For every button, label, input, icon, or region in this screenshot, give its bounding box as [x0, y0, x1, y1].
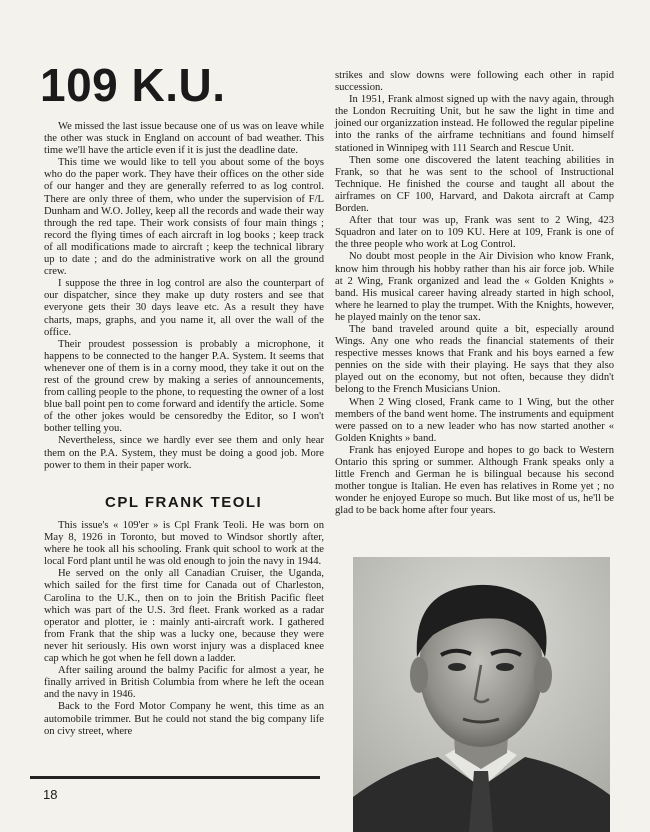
intro-paragraph: Nevertheless, since we hardly ever see them and only hear them on the P.A. System, they must be doing a good job. More power to them in their paper work.: [44, 435, 324, 471]
profile-paragraph: After that tour was up, Frank was sent to 2 Wing, 423 Squadron and later on to 109 KU. Here at 109, Frank is one of the three people who work at Log Control.: [335, 215, 614, 251]
profile-paragraph: When 2 Wing closed, Frank came to 1 Wing, but the other members of the band went home. The instruments and equipment were passed on to a new leader who has now started another « Golden Knights » band.: [335, 396, 614, 444]
footer-rule: [30, 776, 320, 779]
profile-paragraph: The band traveled around quite a bit, especially around Wings. Any one who reads the financial statements of their respective messes knows that Frank and his boys earned a few pennies on the side with their playing. He says that they also played out on the economy, but not often, because they didn't belong to the French Musicians Union.: [335, 323, 614, 396]
profile-paragraph: Back to the Ford Motor Company he went, this time as an automobile trimmer. But he could not stand the big company life on civy street, where: [44, 701, 324, 737]
profile-paragraph: This issue's « 109'er » is Cpl Frank Teoli. He was born on May 8, 1926 in Toronto, but moved to Windsor shortly after, where he took all his schooling. Frank quit school to work at the local Ford plant until he was old enough to join the navy in 1944.: [44, 520, 324, 568]
intro-paragraph: Their proudest possession is probably a microphone, it happens to be connected to the hanger P.A. System. It seems that whenever one of them is in a corny mood, they take it out on the rest of the ground crew by making a series of announcements, from calling people to the phone, to requesting the owner of a lost blue ball point pen to come forward and identify the article. Some of the other jokes would be censoredby the Editor, so I won't bother telling you.: [44, 338, 324, 435]
profile-paragraph: Then some one discovered the latent teaching abilities in Frank, so that he was sent to the school of Instructional Technique. He finished the course and taught all about the airframes on CF 100, Harvard, and Dakota aircraft at Camp Borden.: [335, 154, 614, 215]
article-title: 109 K.U.: [40, 59, 226, 111]
page-number: 18: [43, 787, 58, 802]
profile-paragraph: Frank has enjoyed Europe and hopes to go back to Western Ontario this spring or summer. Although Frank speaks only a little French and German he is bilingual because his second mother tongue is Italian. He even has relatives in Rome yet ; no wonder he enjoyed Europe so much. But like most of us, he'll be glad to be back home after four years.: [335, 444, 614, 517]
intro-paragraph: We missed the last issue because one of us was on leave while the other was stuck in England on account of bad weather. This time we'll have the article even if it is just the deadline date.: [44, 121, 324, 157]
portrait-illustration: [353, 557, 610, 832]
intro-paragraph: This time we would like to tell you about some of the boys who do the paper work. They have their offices on the other side of our hanger and they are generally referred to as log control. There are only three of them, who under the supervision of F/L Dunham and W.O. Jolley, keep all the records and wade their way through the red tape. Their work consists of four main things ; record the flying times of each aircraft in log books ; keep track of all modifications made to aircraft ; keep the technical library up to date ; and do the administrative work on all the ground crew.: [44, 157, 324, 278]
profile-paragraph: strikes and slow downs were following each other in rapid succession.: [335, 70, 614, 94]
intro-paragraph: I suppose the three in log control are also the counterpart of our dispatcher, since they make up duty rosters and see that everyone gets their 30 days leave etc. As a result they have charts, maps, graphs, and you name it, all over the wall of the office.: [44, 278, 324, 338]
profile-right-column: [335, 70, 614, 517]
profile-paragraph: No doubt most people in the Air Division who know Frank, know him through his hobby rather than his air force job. While at 2 Wing, Frank organized and lead the « Golden Knights » band. His musical career having already started in high school, where he learned to play the trumpet. With the Knights, however, he played mainly on the tenor sax.: [335, 251, 614, 323]
intro-column: [44, 121, 324, 472]
profile-paragraph: He served on the only all Canadian Cruiser, the Uganda, which sailed for the first time for Canada out of Charleston, Carolina to the U.K., then on to join the British Pacific fleet which was part of the U.S. 3rd fleet. Frank worked as a radar operator and plotter, ie : mainly anti-aircraft work. I gathered from Frank that the ship was a lucky one, because they were never hit seriously. His own worst injury was a displaced knee cap which he got when he fell down a ladder.: [44, 568, 324, 665]
portrait-photo: [353, 557, 610, 832]
profile-paragraph: In 1951, Frank almost signed up with the navy again, through the London Recruiting Unit, but he saw the light in time and joined our organizzation instead. He followed the regular pipeline into the ranks of the airframe technitians and found himself stationed in Winnipeg with 111 Search and Rescue Unit.: [335, 94, 614, 154]
profile-paragraph: After sailing around the balmy Pacific for almost a year, he finally arrived in British Columbia from where he left the ocean and the navy in 1946.: [44, 665, 324, 701]
profile-subheading: CPL FRANK TEOLI: [105, 494, 263, 511]
profile-left-column: [44, 520, 324, 738]
